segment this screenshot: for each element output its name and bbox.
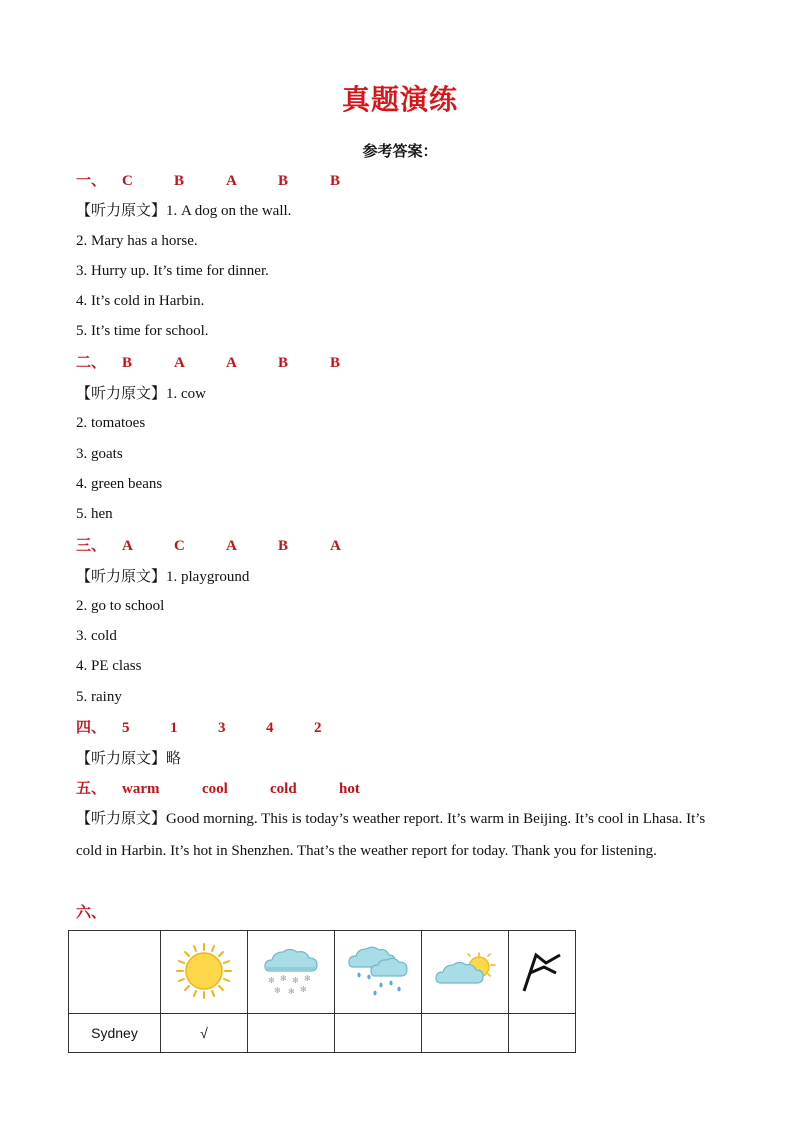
transcript-line: 2. tomatoes (76, 415, 146, 431)
section-number: 六、 (76, 903, 107, 921)
listening-label: 【听力原文】 (76, 567, 167, 585)
transcript-line: 【听力原文】略 (76, 749, 182, 767)
mark-cell: √ (161, 1014, 248, 1053)
listening-label: 【听力原文】 (76, 384, 167, 402)
section-1-answers (76, 170, 382, 191)
listening-label: 【听力原文】 (76, 201, 167, 219)
answer: C (122, 173, 133, 189)
answer: 2 (314, 720, 322, 736)
section-3-answers (76, 535, 382, 556)
transcript-line: 【听力原文】1. cow (76, 384, 207, 402)
answer: 1 (170, 720, 178, 736)
table-header-row (69, 931, 576, 1014)
snow-cloud-icon (248, 931, 335, 1014)
answer: C (174, 538, 185, 554)
answer: B (330, 355, 341, 371)
transcript-line: 2. go to school (76, 598, 165, 614)
section-number: 四、 (76, 718, 107, 736)
answer: warm (122, 781, 160, 797)
answer: B (330, 173, 341, 189)
sun-icon (161, 931, 248, 1014)
answer: A (226, 173, 237, 189)
answer: A (122, 538, 133, 554)
answer: 3 (218, 720, 226, 736)
table-corner-cell (69, 931, 161, 1014)
answer: B (122, 355, 133, 371)
answer: 5 (122, 720, 130, 736)
answer: A (330, 538, 341, 554)
answer: 4 (266, 720, 274, 736)
transcript-line: 4. PE class (76, 658, 142, 674)
weather-report-transcript: 【听力原文】Good morning. This is today’s weather report. It’s warm in Beijing. It’s cool in Lhasa. It’s cold in Harbin. It’s hot in Shenzhen. That’s the weather report for today. Thank you for listening. (76, 809, 706, 859)
transcript-line: 4. green beans (76, 476, 163, 492)
answer: A (226, 538, 237, 554)
listening-label: 【听力原文】 (76, 749, 167, 767)
svg-text:✻: ✻ (300, 984, 307, 994)
answer: A (174, 355, 185, 371)
mark-cell (422, 1014, 509, 1053)
mark-cell (509, 1014, 576, 1053)
answer: B (278, 355, 289, 371)
cloudy-sun-icon (422, 931, 509, 1014)
answer: cold (270, 781, 297, 797)
svg-text:✻: ✻ (280, 973, 287, 983)
section-number: 一、 (76, 171, 107, 189)
answer: B (278, 538, 289, 554)
answer-key-heading: 参考答案： (362, 142, 438, 160)
svg-text:✻: ✻ (274, 985, 281, 995)
listening-label: 【听力原文】 (76, 809, 167, 827)
mark-cell (335, 1014, 422, 1053)
svg-text:✻: ✻ (288, 986, 295, 996)
transcript-line: 3. cold (76, 628, 117, 644)
answer: hot (339, 781, 360, 797)
answer: B (174, 173, 185, 189)
transcript-line: 5. hen (76, 506, 113, 522)
answer: A (226, 355, 237, 371)
transcript-line: 4. It’s cold in Harbin. (76, 293, 205, 309)
answer: cool (202, 781, 228, 797)
answer: B (278, 173, 289, 189)
section-6-heading (76, 902, 122, 923)
weather-table (68, 930, 576, 1053)
section-number: 二、 (76, 353, 107, 371)
table-row (69, 1014, 576, 1053)
rain-cloud-icon (335, 931, 422, 1014)
svg-text:✻: ✻ (292, 975, 299, 985)
section-5-answers (76, 778, 399, 799)
svg-text:✻: ✻ (304, 973, 311, 983)
section-2-answers (76, 352, 382, 373)
transcript-line: 5. rainy (76, 689, 122, 705)
wind-icon (509, 931, 576, 1014)
section-number: 五、 (76, 779, 107, 797)
transcript-line: 【听力原文】1. playground (76, 567, 250, 585)
transcript-line: 3. goats (76, 446, 123, 462)
section-number: 三、 (76, 536, 107, 554)
transcript-line: 2. Mary has a horse. (76, 233, 198, 249)
transcript-line: 【听力原文】1. A dog on the wall. (76, 201, 292, 219)
mark-cell (248, 1014, 335, 1053)
transcript-line: 3. Hurry up. It’s time for dinner. (76, 263, 269, 279)
page-title: 真题演练 (341, 83, 458, 116)
svg-text:✻: ✻ (268, 975, 275, 985)
section-4-answers (76, 717, 362, 738)
city-cell: Sydney (69, 1014, 161, 1053)
transcript-line: 5. It’s time for school. (76, 323, 209, 339)
